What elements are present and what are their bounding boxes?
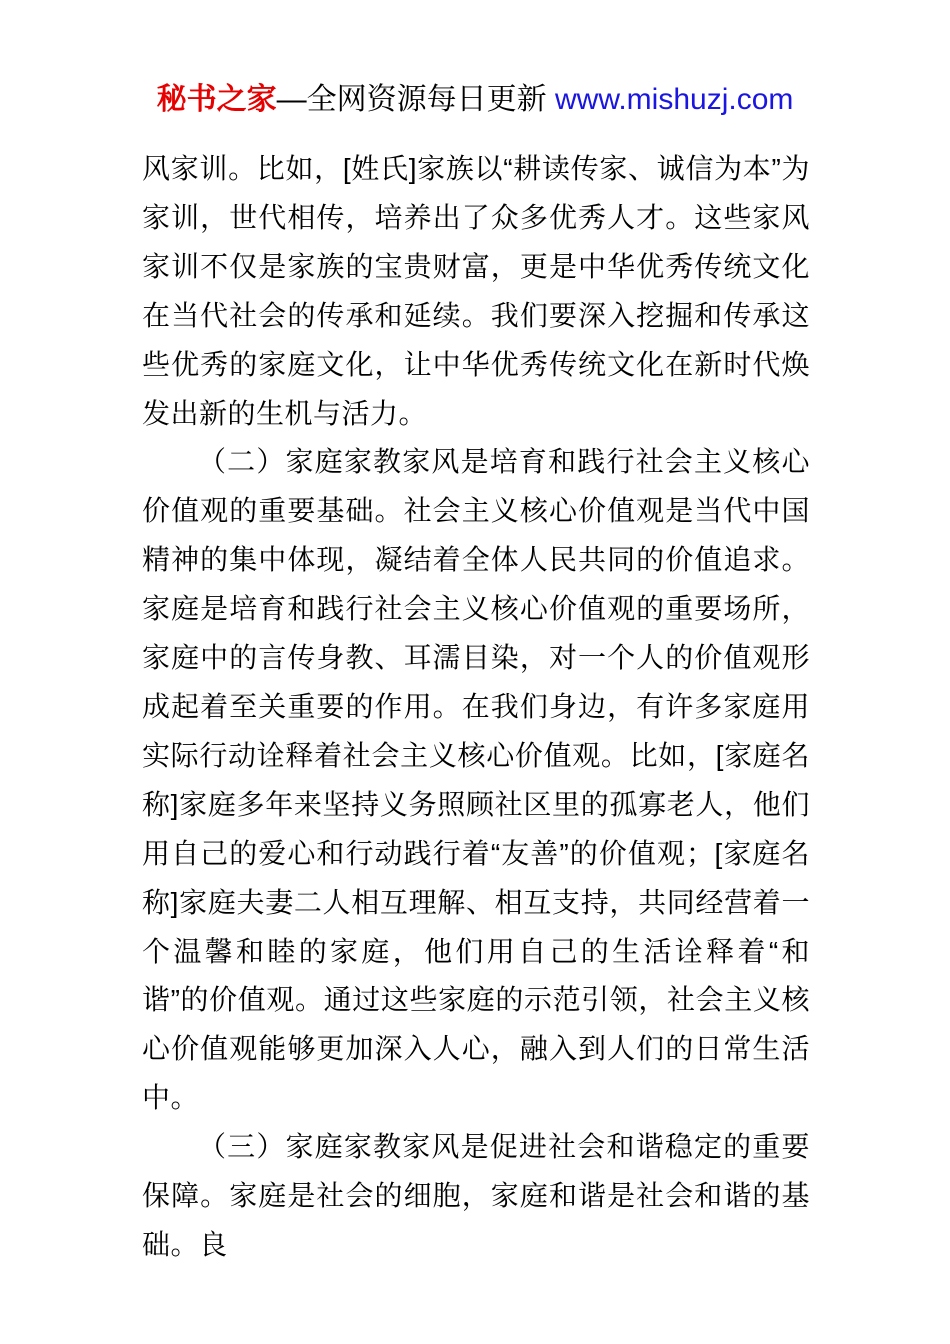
brand-name: 秘书之家 xyxy=(156,83,277,116)
document-body xyxy=(0,145,950,1270)
site-url-link[interactable]: www.mishuzj.com xyxy=(555,83,794,116)
paragraph-1: 风家训。比如，[姓氏]家族以“耕读传家、诚信为本”为家训，世代相传，培养出了众多优秀人才。这些家风家训不仅是家族的宝贵财富，更是中华优秀传统文化在当代社会的传承和延续。我们要深入挖掘和传承这些优秀的家庭文化，让中华优秀传统文化在新时代焕发出新的生机与活力。 xyxy=(142,153,810,429)
site-header xyxy=(0,0,950,120)
header-tagline: —全网资源每日更新 xyxy=(276,83,547,116)
paragraph-2: （二）家庭家教家风是培育和践行社会主义核心价值观的重要基础。社会主义核心价值观是当代中国精神的集中体现，凝结着全体人民共同的价值追求。家庭是培育和践行社会主义核心价值观的重要场所，家庭中的言传身教、耳濡目染，对一个人的价值观形成起着至关重要的作用。在我们身边，有许多家庭用实际行动诠释着社会主义核心价值观。比如，[家庭名称]家庭多年来坚持义务照顾社区里的孤寡老人，他们用自己的爱心和行动践行着“友善”的价值观；[家庭名称]家庭夫妻二人相互理解、相互支持，共同经营着一个温馨和睦的家庭，他们用自己的生活诠释着“和谐”的价值观。通过这些家庭的示范引领，社会主义核心价值观能够更加深入人心，融入到人们的日常生活中。 xyxy=(142,446,810,1114)
paragraph-3: （三）家庭家教家风是促进社会和谐稳定的重要保障。家庭是社会的细胞，家庭和谐是社会和谐的基础。良 xyxy=(142,1131,810,1260)
